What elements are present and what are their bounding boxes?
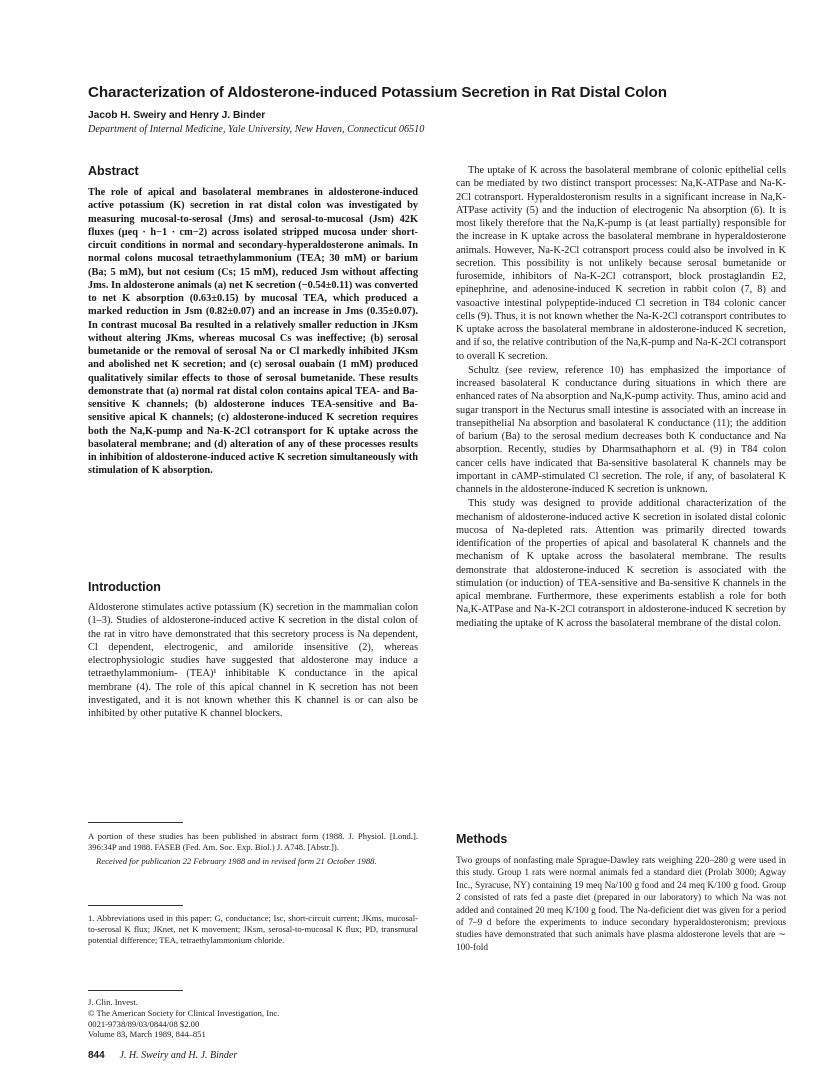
introduction-heading: Introduction	[88, 580, 161, 594]
received-note: Received for publication 22 February 1988 and in revised form 21 October 1988.	[96, 856, 377, 867]
abstract-text: The role of apical and basolateral membranes in aldosterone-induced active potassium (K) secretion in rat distal colon was investigated by measuring mucosal-to-serosal (Jms) and serosal-to-mucosal (Jsm) 42K fluxes (μeq · h−1 · cm−2) across isolated stripped mucosa under short-circuit conditions in normal and secondary-hyperaldosterone animals. In normal colons mucosal tetraethylammonium (TEA; 30 mM) or barium (Ba; 5 mM), but not cesium (Cs; 15 mM), reduced Jsm without affecting Jms. In aldosterone animals (a) net K secretion (−0.54±0.11) was converted to net K absorption (0.63±0.15) by mucosal TEA, which produced a marked reduction in Jsm (0.82±0.07) and an increase in Jms (0.35±0.07). In contrast mucosal Ba resulted in a relatively smaller reduction in JKsm without altering JKms, whereas mucosal Cs was ineffective; (b) serosal bumetanide or the removal of serosal Na or Cl markedly inhibited JKsm and abolished net K secretion; and (c) serosal ouabain (1 mM) produced qualitatively similar effects to those of serosal bumetanide. These results demonstrate that (a) normal rat distal colon contains apical TEA- and Ba-sensitive K channels; (b) aldosterone induces TEA-sensitive and Ba-sensitive apical K channels; (c) aldosterone-induced K secretion requires both the Na,K-pump and Na-K-2Cl cotransport for K uptake across the basolateral membrane; and (d) alteration of any of these processes results in inhibition of aldosterone-induced active K secretion simultaneously with stimulation of K absorption.	[88, 187, 418, 477]
introduction-paragraph: Aldosterone stimulates active potassium (K) secretion in the mammalian colon (1–3). Studies of aldosterone-induced active K secretion in the distal colon of the rat in vitro have demonstrated that this secretory process is Na dependent, Cl dependent, electrogenic, and amiloride insensitive (2), whereas electrophysiologic studies have suggested that aldosterone may induce a tetraethylammonium- (TEA)¹ inhibitable K conductance in the apical membrane (4). The role of this apical channel in K secretion has not been investigated, and it is not known whether this K channel is or can also be inhibited by other putative K channel blockers.	[88, 602, 418, 719]
journal-info	[88, 990, 418, 1040]
abstract-heading: Abstract	[88, 164, 139, 178]
abbreviations-note: 1. Abbreviations used in this paper: G, conductance; Isc, short-circuit current; JKms, mucosal-to-serosal K flux; JKnet, net K movement; JKsm, serosal-to-mucosal K flux; PD, transmural potential difference; TEA, tetraethylammonium chloride.	[88, 913, 418, 946]
page-footer	[88, 1050, 237, 1061]
right-column	[456, 164, 786, 630]
authors: Jacob H. Sweiry and Henry J. Binder	[88, 110, 266, 121]
journal-rule	[88, 990, 183, 991]
footnote-rule	[88, 822, 183, 823]
footnote-block	[88, 822, 418, 868]
methods-heading: Methods	[456, 832, 508, 846]
journal-copyright: © The American Society for Clinical Investigation, Inc.	[88, 1007, 280, 1018]
journal-name: J. Clin. Invest.	[88, 997, 138, 1007]
paragraph-schultz: Schultz (see review, reference 10) has emphasized the importance of increased basolateral K conductance during situations in which there are enhanced rates of Na absorption and Na,K-pump activity. Thus, amino acid and sugar transport in the Necturus small intestine is associated with an increase in transepithelial Na absorption and basolateral K conductance (11); the addition of barium (Ba) to the serosal medium decreases both K conductance and Na absorption. Recently, studies by Dharmsathaphorn et al. (9) in T84 colon cancer cells have indicated that Ba-sensitive basolateral K channels may be important in cAMP-stimulated Cl secretion. The role, if any, of basolateral K channels in the aldosterone-induced K secretion is unknown.	[456, 364, 786, 495]
affiliation: Department of Internal Medicine, Yale University, New Haven, Connecticut 06510	[88, 124, 425, 135]
journal-code: 0021-9738/89/03/0844/08 $2.00	[88, 1018, 200, 1029]
paragraph-study-aim: This study was designed to provide additional characterization of the mechanism of aldosterone-induced active K secretion in isolated distal colonic mucosa of Na-depleted rats. Attention was primarily directed towards identification of the properties of apical and basolateral K channels and the mechanism of K uptake across the basolateral membrane. The results demonstrate that aldosterone-induced K secretion is associated with the stimulation (or induction) of TEA-sensitive and Ba-sensitive K channels in the apical membrane. Furthermore, these experiments establish a role for both Na,K-ATPase and Na-K-2Cl cotransport in aldosterone-induced K secretion by mediating the uptake of K across the basolateral membrane of the distal colon.	[456, 498, 786, 629]
running-authors: J. H. Sweiry and H. J. Binder	[119, 1050, 238, 1061]
paragraph-basolateral-uptake: The uptake of K across the basolateral membrane of colonic epithelial cells can be mediated by two distinct transport processes: Na,K-ATPase and Na-K-2Cl cotransport. Hyperaldosteronism results in a significant increase in Na,K-ATPase activity (5) and the induction of electrogenic Na absorption (6). It is most likely therefore that the Na,K-pump is (at least partially) responsible for the increase in K uptake across the basolateral membrane in hyperaldosterone animals. However, Na-K-2Cl cotransport process could also be involved in K secretion. This possibility is not unlikely because serosal bumetanide or furosemide, inhibitors of Na-K-2Cl cotransport, block prostaglandin E2, epinephrine, and adenosine-induced K secretion in rabbit colon (7, 8) and vasoactive intestinal polypeptide-induced Cl secretion in T84 colonic cancer cells (9). Thus, it is not known whether the Na-K-2Cl cotransport contributes to K uptake across the basolateral membrane in aldosterone-induced K secretion, and if so, the relative contribution of the Na,K-pump and Na-K-2Cl cotransport to overall K secretion.	[456, 165, 786, 362]
methods-section	[456, 832, 786, 954]
methods-paragraph: Two groups of nonfasting male Sprague-Dawley rats weighing 220–280 g were used in this study. Group 1 rats were normal animals fed a standard diet (Prolab 3000; Agway Inc., Syracuse, NY) containing 19 meq Na/100 g food and 24 meq K/100 g food. Group 2 consisted of rats fed a paste diet (prepared in our laboratory) to which Na was not added and contained 20 meq K/100 g food. The Na-deficient diet was given for a period of 7–9 d before the experiments to induce secondary hyperaldosteronism; previous studies have demonstrated that such animals have plasma aldosterone levels that are ∼ 100-fold	[456, 856, 786, 953]
introduction-section	[88, 580, 418, 720]
abbreviations-block	[88, 905, 418, 947]
abbreviations-rule	[88, 905, 183, 906]
journal-volume: Volume 83, March 1989, 844–851	[88, 1029, 206, 1040]
abstract-note: A portion of these studies has been published in abstract form (1988. J. Physiol. [Lond.]. 396:34P and 1988. FASEB (Fed. Am. Soc. Exp. Biol.) J. A748. [Abstr.]).	[88, 831, 418, 853]
paper-title: Characterization of Aldosterone-induced Potassium Secretion in Rat Distal Colon	[88, 84, 667, 101]
abstract-section	[88, 164, 418, 478]
page-number: 844	[88, 1050, 105, 1061]
